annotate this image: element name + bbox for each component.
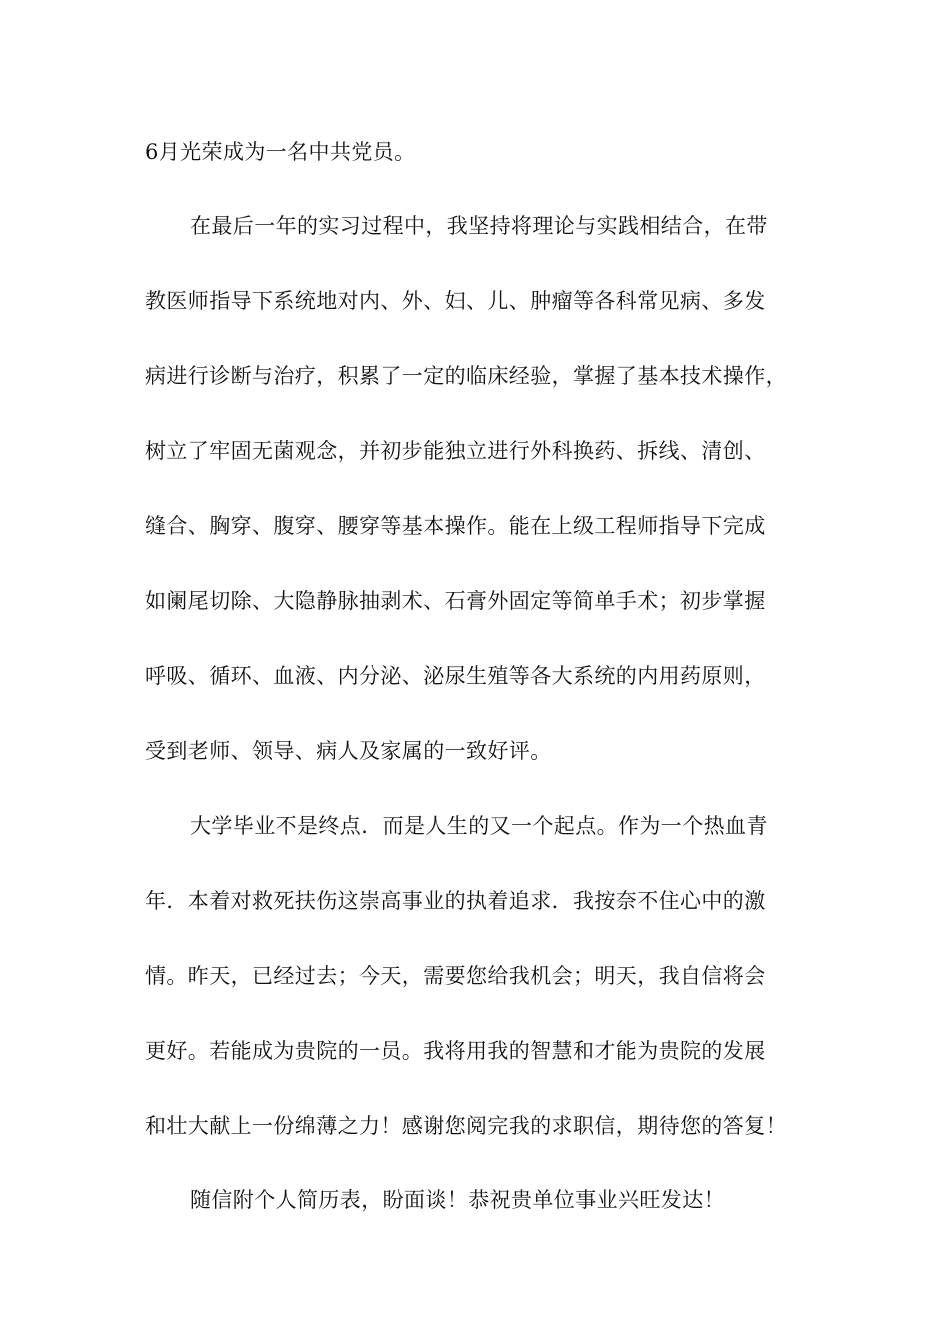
text-line: 缝合、胸穿、腹穿、腰穿等基本操作。能在上级工程师指导下完成 bbox=[145, 514, 766, 538]
text-line: 年．本着对救死扶伤这崇高事业的执着追求．我按奈不住心中的激 bbox=[145, 889, 766, 913]
text-line: 呼吸、循环、血液、内分泌、泌尿生殖等各大系统的内用药原则， bbox=[145, 664, 766, 688]
paragraph-first-line: 在最后一年的实习过程中，我坚持将理论与实践相结合，在带 bbox=[190, 214, 768, 238]
text-line: 教医师指导下系统地对内、外、妇、儿、肿瘤等各科常见病、多发 bbox=[145, 289, 766, 313]
paragraph-first-line: 大学毕业不是终点．而是人生的又一个起点。作为一个热血青 bbox=[190, 814, 768, 838]
text-line: 病进行诊断与治疗，积累了一定的临床经验，掌握了基本技术操作， bbox=[145, 364, 787, 388]
text-line: 和壮大献上一份绵薄之力！感谢您阅完我的求职信，期待您的答复！ bbox=[145, 1114, 787, 1138]
text-line: 树立了牢固无菌观念，并初步能独立进行外科换药、拆线、清创、 bbox=[145, 439, 766, 463]
text-line: 受到老师、领导、病人及家属的一致好评。 bbox=[145, 739, 552, 763]
text-line: 如阑尾切除、大隐静脉抽剥术、石膏外固定等简单手术；初步掌握 bbox=[145, 589, 766, 613]
text-line: 情。昨天，已经过去；今天，需要您给我机会；明天，我自信将会 bbox=[145, 964, 766, 988]
paragraph-first-line: 随信附个人简历表，盼面谈！恭祝贵单位事业兴旺发达！ bbox=[190, 1188, 725, 1212]
text-line: 6月光荣成为一名中共党员。 bbox=[145, 140, 416, 164]
text-line: 更好。若能成为贵院的一员。我将用我的智慧和才能为贵院的发展 bbox=[145, 1039, 766, 1063]
